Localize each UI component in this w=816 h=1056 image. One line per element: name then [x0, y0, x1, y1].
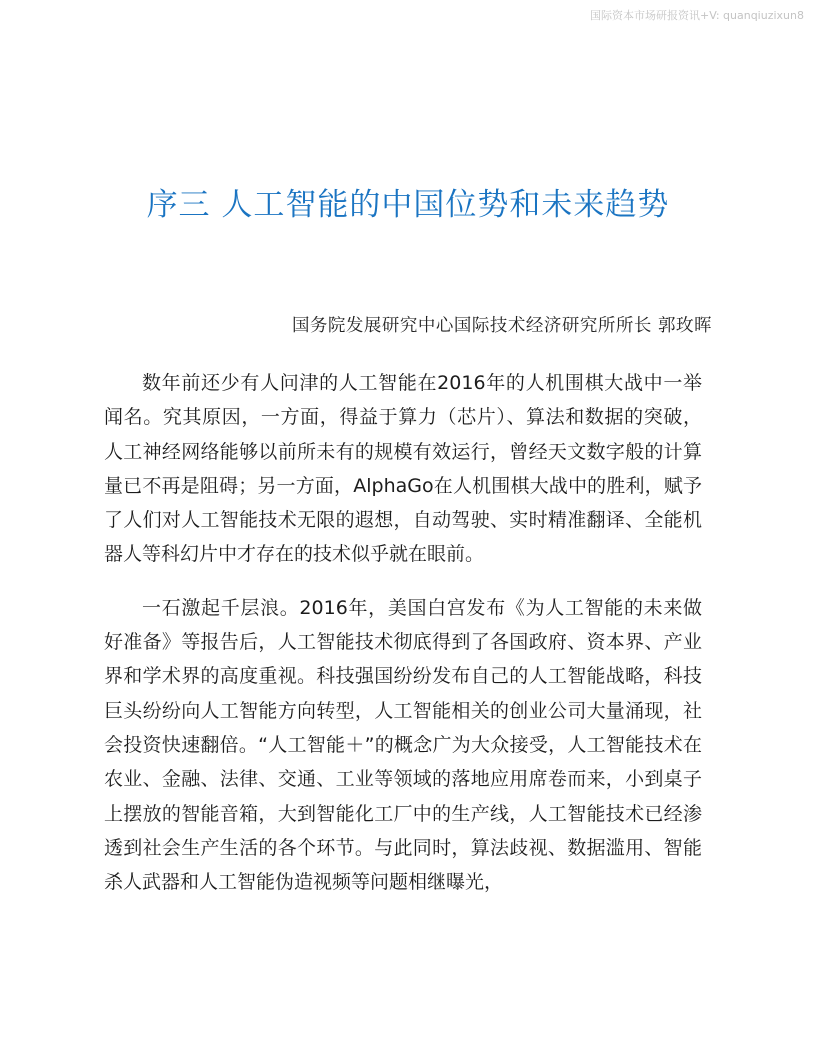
- watermark-text: 国际资本市场研报资讯+V: quanqiuzixun8: [589, 9, 804, 22]
- paragraph: 一石激起千层浪。2016年，美国白宫发布《为人工智能的未来做好准备》等报告后，人工智能技术彻底得到了各国政府、资本界、产业界和学术界的高度重视。科技强国纷纷发布自己的人工智能战略，科技巨头纷纷向人工智能方向转型，人工智能相关的创业公司大量涌现，社会投资快速翻倍。“人工智能＋”的概念广为大众接受，人工智能技术在农业、金融、法律、交通、工业等领域的落地应用席卷而来，小到桌子上摆放的智能音箱，大到智能化工厂中的生产线，人工智能技术已经渗透到社会生产生活的各个环节。与此同时，算法歧视、数据滥用、智能杀人武器和人工智能伪造视频等问题相继曝光，: [104, 596, 702, 894]
- author-line: 国务院发展研究中心国际技术经济研究所所长 郭玫晖: [291, 316, 712, 336]
- paragraph: 数年前还少有人问津的人工智能在2016年的人机围棋大战中一举闻名。究其原因，一方面，得益于算力（芯片）、算法和数据的突破，人工神经网络能够以前所未有的规模有效运行，曾经天文数字般的计算量已不再是阻碍；另一方面，AlphaGo在人机围棋大战中的胜利，赋予了人们对人工智能技术无限的遐想，自动驾驶、实时精准翻译、全能机器人等科幻片中才存在的技术似乎就在眼前。: [104, 372, 702, 566]
- body-text: [104, 366, 702, 918]
- page-title: 序三 人工智能的中国位势和未来趋势: [146, 187, 670, 223]
